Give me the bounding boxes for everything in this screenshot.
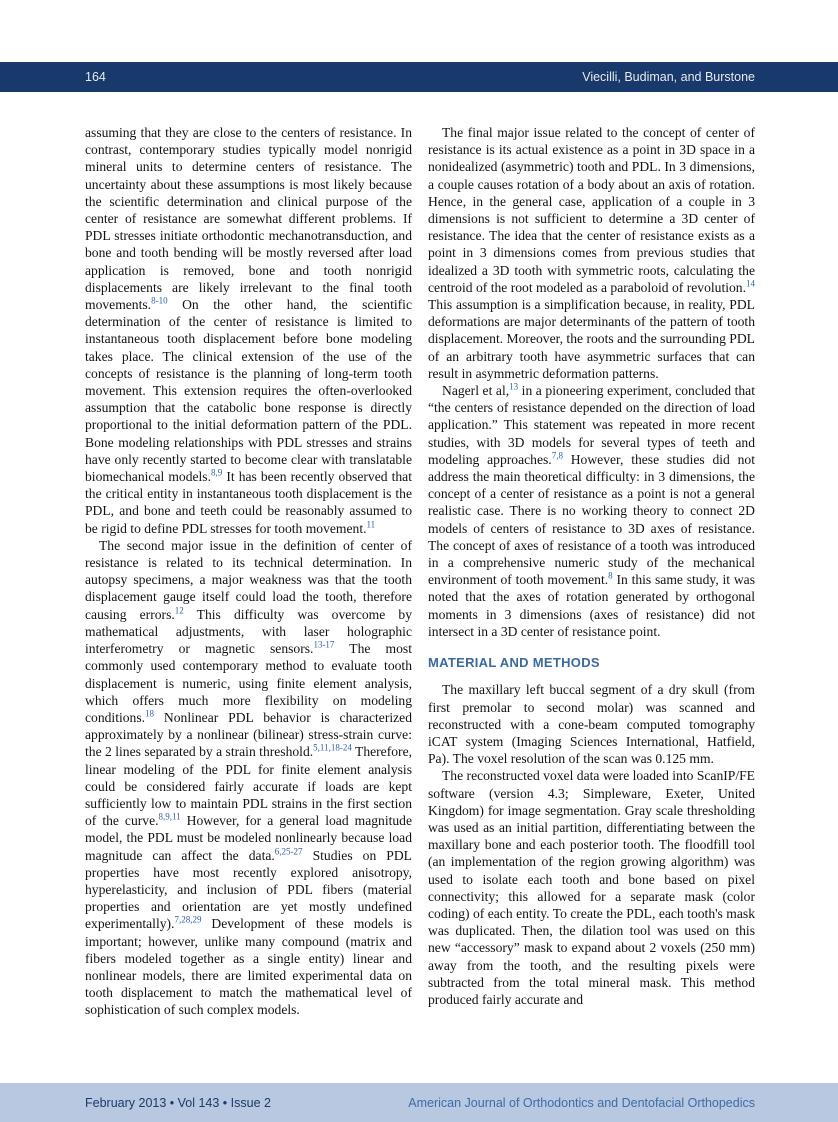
citation-superscript: 5,11,18-24 bbox=[313, 742, 352, 753]
citation-superscript: 7,8 bbox=[551, 450, 563, 461]
citation-superscript: 11 bbox=[366, 519, 376, 530]
footer-bar bbox=[0, 1083, 838, 1122]
journal-title: American Journal of Orthodontics and Dentofacial Orthopedics bbox=[408, 1095, 755, 1110]
citation-superscript: 14 bbox=[746, 278, 755, 289]
page-number: 164 bbox=[85, 70, 106, 84]
issue-info: February 2013 • Vol 143 • Issue 2 bbox=[85, 1095, 271, 1110]
citation-superscript: 7,28,29 bbox=[174, 914, 202, 925]
paragraph: The reconstructed voxel data were loaded into ScanIP/FE software (version 4.3; Simpleware, Exeter, United Kingdom) for image segmentation. Gray scale thresholding was used as an initial partition, differentiating between the maxillary bone and each posterior tooth. The floodfill tool (an implementation of the region growing algorithm) was used to isolate each tooth and bone based on pixel connectivity; this allowed for a separate mask (color coding) of each entity. To create the PDL, each tooth's mask was duplicated. Then, the dilation tool was used on this new “accessory” mask to expand about 2 voxels (250 mm) away from the tooth, and the resulting pixels were subtracted from the total mineral mask. This method produced fairly accurate and bbox=[428, 768, 755, 1007]
citation-superscript: 13 bbox=[509, 381, 519, 392]
paragraph: The maxillary left buccal segment of a dry skull (from first premolar to second molar) was scanned and reconstructed with a cone-beam computed tomography iCAT system (Imaging Sciences International, Hatfield, Pa). The voxel resolution of the scan was 0.125 mm. bbox=[428, 682, 755, 767]
citation-superscript: 8,9 bbox=[211, 467, 223, 478]
citation-superscript: 18 bbox=[145, 708, 155, 719]
header-bar bbox=[0, 62, 838, 92]
citation-superscript: 8,9,11 bbox=[158, 811, 181, 822]
paragraph: assuming that they are close to the centers of resistance. In contrast, contemporary studies typically model nonrigid mineral units to determine centers of resistance. The uncertainty about these assumptions is most likely because the scientific determination and clinical purpose of the center of resistance are somewhat different problems. If PDL stresses initiate orthodontic mechanotransduction, and bone and tooth bending will be mostly reversed after load application is removed, bone and tooth nonrigid displacements are likely irrelevant to the final tooth movements.$^{8-10}$ On the other hand, the scientific determination of the center of resistance is limited to instantaneous tooth displacement before bone modeling takes place. The clinical extension of the use of the concepts of resistance is the planning of long-term tooth movement. This extension requires the often-overlooked assumption that the catabolic bone response is directly proportional to the initial deformation pattern of the PDL. Bone modeling relationships with PDL stresses and strains have only recently started to become clear with translatable biomechanical models.$^{8,9}$ It has been recently observed that the critical entity in instantaneous tooth displacement is the PDL, and bone and teeth could be reasonably assumed to be rigid to define PDL stresses for tooth movement.$^{11}$ bbox=[85, 125, 412, 536]
paragraph: The final major issue related to the concept of center of resistance is its actual existence as a point in 3D space in a nonidealized (asymmetric) tooth and PDL. In 3 dimensions, a couple causes rotation of a body about an axis of rotation. Hence, in the general case, application of a couple in 3 dimensions is not sufficient to determine a 3D center of resistance. The idea that the center of resistance exists as a point in 3 dimensions comes from previous studies that idealized a 3D tooth with symmetric roots, calculating the centroid of the root modeled as a paraboloid of revolution.$^{14}$ This assumption is a simplification because, in reality, PDL deformations are major determinants of the pattern of tooth displacement. Moreover, the roots and the surrounding PDL of an arbitrary tooth have asymmetric surfaces that can result in asymmetric deformation patterns. bbox=[428, 125, 755, 381]
paragraph: Nagerl et al,$^{13}$ in a pioneering experiment, concluded that “the centers of resistance depended on the direction of load application.” This statement was repeated in more recent studies, with 3D models for several types of teeth and modeling approaches.$^{7,8}$ However, these studies did not address the main theoretical difficulty: in 3 dimensions, the concept of a center of resistance as a point is not a general realistic case. There is no working theory to connect 2D models of centers of resistance to 3D axes of resistance. The concept of axes of resistance of a tooth was introduced in a comprehensive numeric study of the mechanical environment of tooth movement.$^8$ In this same study, it was noted that the axes of rotation generated by orthogonal moments in 3 dimensions (axes of resistance) did not intersect in a 3D center of resistance point. bbox=[428, 381, 756, 639]
citation-superscript: 13-17 bbox=[313, 639, 335, 650]
right-column bbox=[428, 124, 755, 1019]
citation-superscript: 6,25-27 bbox=[274, 846, 303, 856]
citation-superscript: 8-10 bbox=[151, 295, 168, 306]
left-column bbox=[85, 124, 412, 1019]
section-heading-material-and-methods: MATERIAL AND METHODS bbox=[428, 655, 600, 671]
article-body bbox=[85, 124, 755, 1019]
running-title: Viecilli, Budiman, and Burstone bbox=[582, 70, 755, 84]
citation-superscript: 8 bbox=[608, 570, 613, 581]
citation-superscript: 12 bbox=[174, 605, 184, 616]
paragraph: The second major issue in the definition of center of resistance is related to its technical determination. In autopsy specimens, a major weakness was that the tooth displacement gauge itself could load the tooth, therefore causing errors.$^{12}$ This difficulty was overcome by mathematical adjustments, with laser holographic interferometry or magnetic sensors.$^{13-17}$ The most commonly used contemporary method to evaluate tooth displacement is numeric, using finite element analysis, which offers much more flexibility on modeling conditions.$^{18}$ Nonlinear PDL behavior is characterized approximately by a nonlinear (bilinear) stress-strain curve: the 2 lines separated by a strain threshold.$^{5,11,18-24}$ Therefore, linear modeling of the PDL for finite element analysis could be considered fairly accurate if loads are kept sufficiently low to maintain PDL strains in the first section of the curve.$^{8,9,11}$ However, for a general load magnitude model, the PDL must be modeled nonlinearly because load magnitude can affect the data.$^{6,25-27}$ Studies on PDL properties have most recently explored anisotropy, hyperelasticity, and inclusion of PDL fibers (material properties and orientation are yet mostly undefined experimentally).$^{7,28,29}$ Development of these models is important; however, unlike many compound (matrix and fibers modeled together as a single entity) linear and nonlinear models, there are limited experimental data on tooth displacement to match the mathematical level of sophistication of such complex models. bbox=[85, 537, 412, 1018]
